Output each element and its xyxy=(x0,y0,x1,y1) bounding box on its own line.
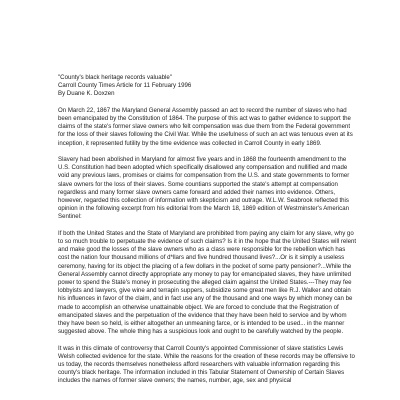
article-headline: "County's black heritage records valuable" xyxy=(58,74,172,81)
article-source: Carroll County Times Article for 11 February 1996 xyxy=(58,82,192,90)
paragraph-commissioner: It was in this climate of controversy that Carroll County's appointed Commissioner of slave statistics Lewis Welsh collected evidence for the state. While the reasons for the creation of these records may be offensive to us today, the records themselves nonetheless afford researchers with valuable information regarding this county's black heritage. The information included in this Tabular Statement of Ownership of Certain Slaves includes the names of former slave owners; the names, number, age, sex and physical xyxy=(58,344,355,385)
article-body xyxy=(58,74,358,394)
article-byline: By Duane K. Doxzen xyxy=(58,90,115,98)
article-header xyxy=(58,74,358,99)
paragraph-abolition: Slavery had been abolished in Maryland for almost five years and in 1868 the fourteenth amendment to the U.S. Constitution had been adopted which specifically disallowed any compensation and nullified and made void any previous laws, promises or claims for compensation from the U.S. and state governments to former slave owners for the loss of their slaves. Some countians supported the state's attempt at compensation regardless and many former slave owners came forward and added their names into evidence. Others, however, regarded this collection of information with skepticism and outrage. W.L.W. Seabrook reflected this opinion in the following excerpt from his editorial from the March 18, 1869 edition of Westminster's American Sentinel: xyxy=(58,156,350,221)
paragraph-intro: On March 22, 1867 the Maryland General Assembly passed an act to record the number of slaves who had been emancipated by the Constitution of 1864. The purpose of this act was to gather evidence to support the claims of the state's former slave owners who felt compensation was due them from the Federal government for the loss of their slaves following the Civil War. While the usefulness of such an act was tenuous even at its inception, it represented futility by the time evidence was collected in Carroll County in early 1869. xyxy=(58,106,353,147)
paragraph-editorial-quote: If both the United States and the State of Maryland are prohibited from paying any claim for any slave, why go to so much trouble to perpetuate the evidence of such claims? Is it in the hope that the United States will relent and make good the losses of the slave owners who as a class were responsible for the rebellion which has cost the nation four thousand millions of d*llars and five hundred thousand lives?...Or is it simply a useless ceremony, having for its object the placing of a few dollars in the pocket of some party pensioner?...While the General Assembly cannot directly appropriate any money to pay for emancipated slaves, they have unlimited power to spend the State's money in prosecuting the alleged claim against the United States.---They may fee lobbyists and lawyers, give wine and terrapin suppers, subsidize some great men like R.J. Walker and obtain his influences in favor of the claim, and in fact use any of the thousand and one ways by which money can be made to accomplish an otherwise unattainable object. We are forced to conclude that the Registration of emancipated slaves and the perpetuation of the evidence that they have been held to service and by whom they have been so held, is either altogether an unmeaning farce, or is intended to be used... in the manner suggested above. The whole thing has a suspicious look and ought to be carefully watched by the people. xyxy=(58,229,357,336)
